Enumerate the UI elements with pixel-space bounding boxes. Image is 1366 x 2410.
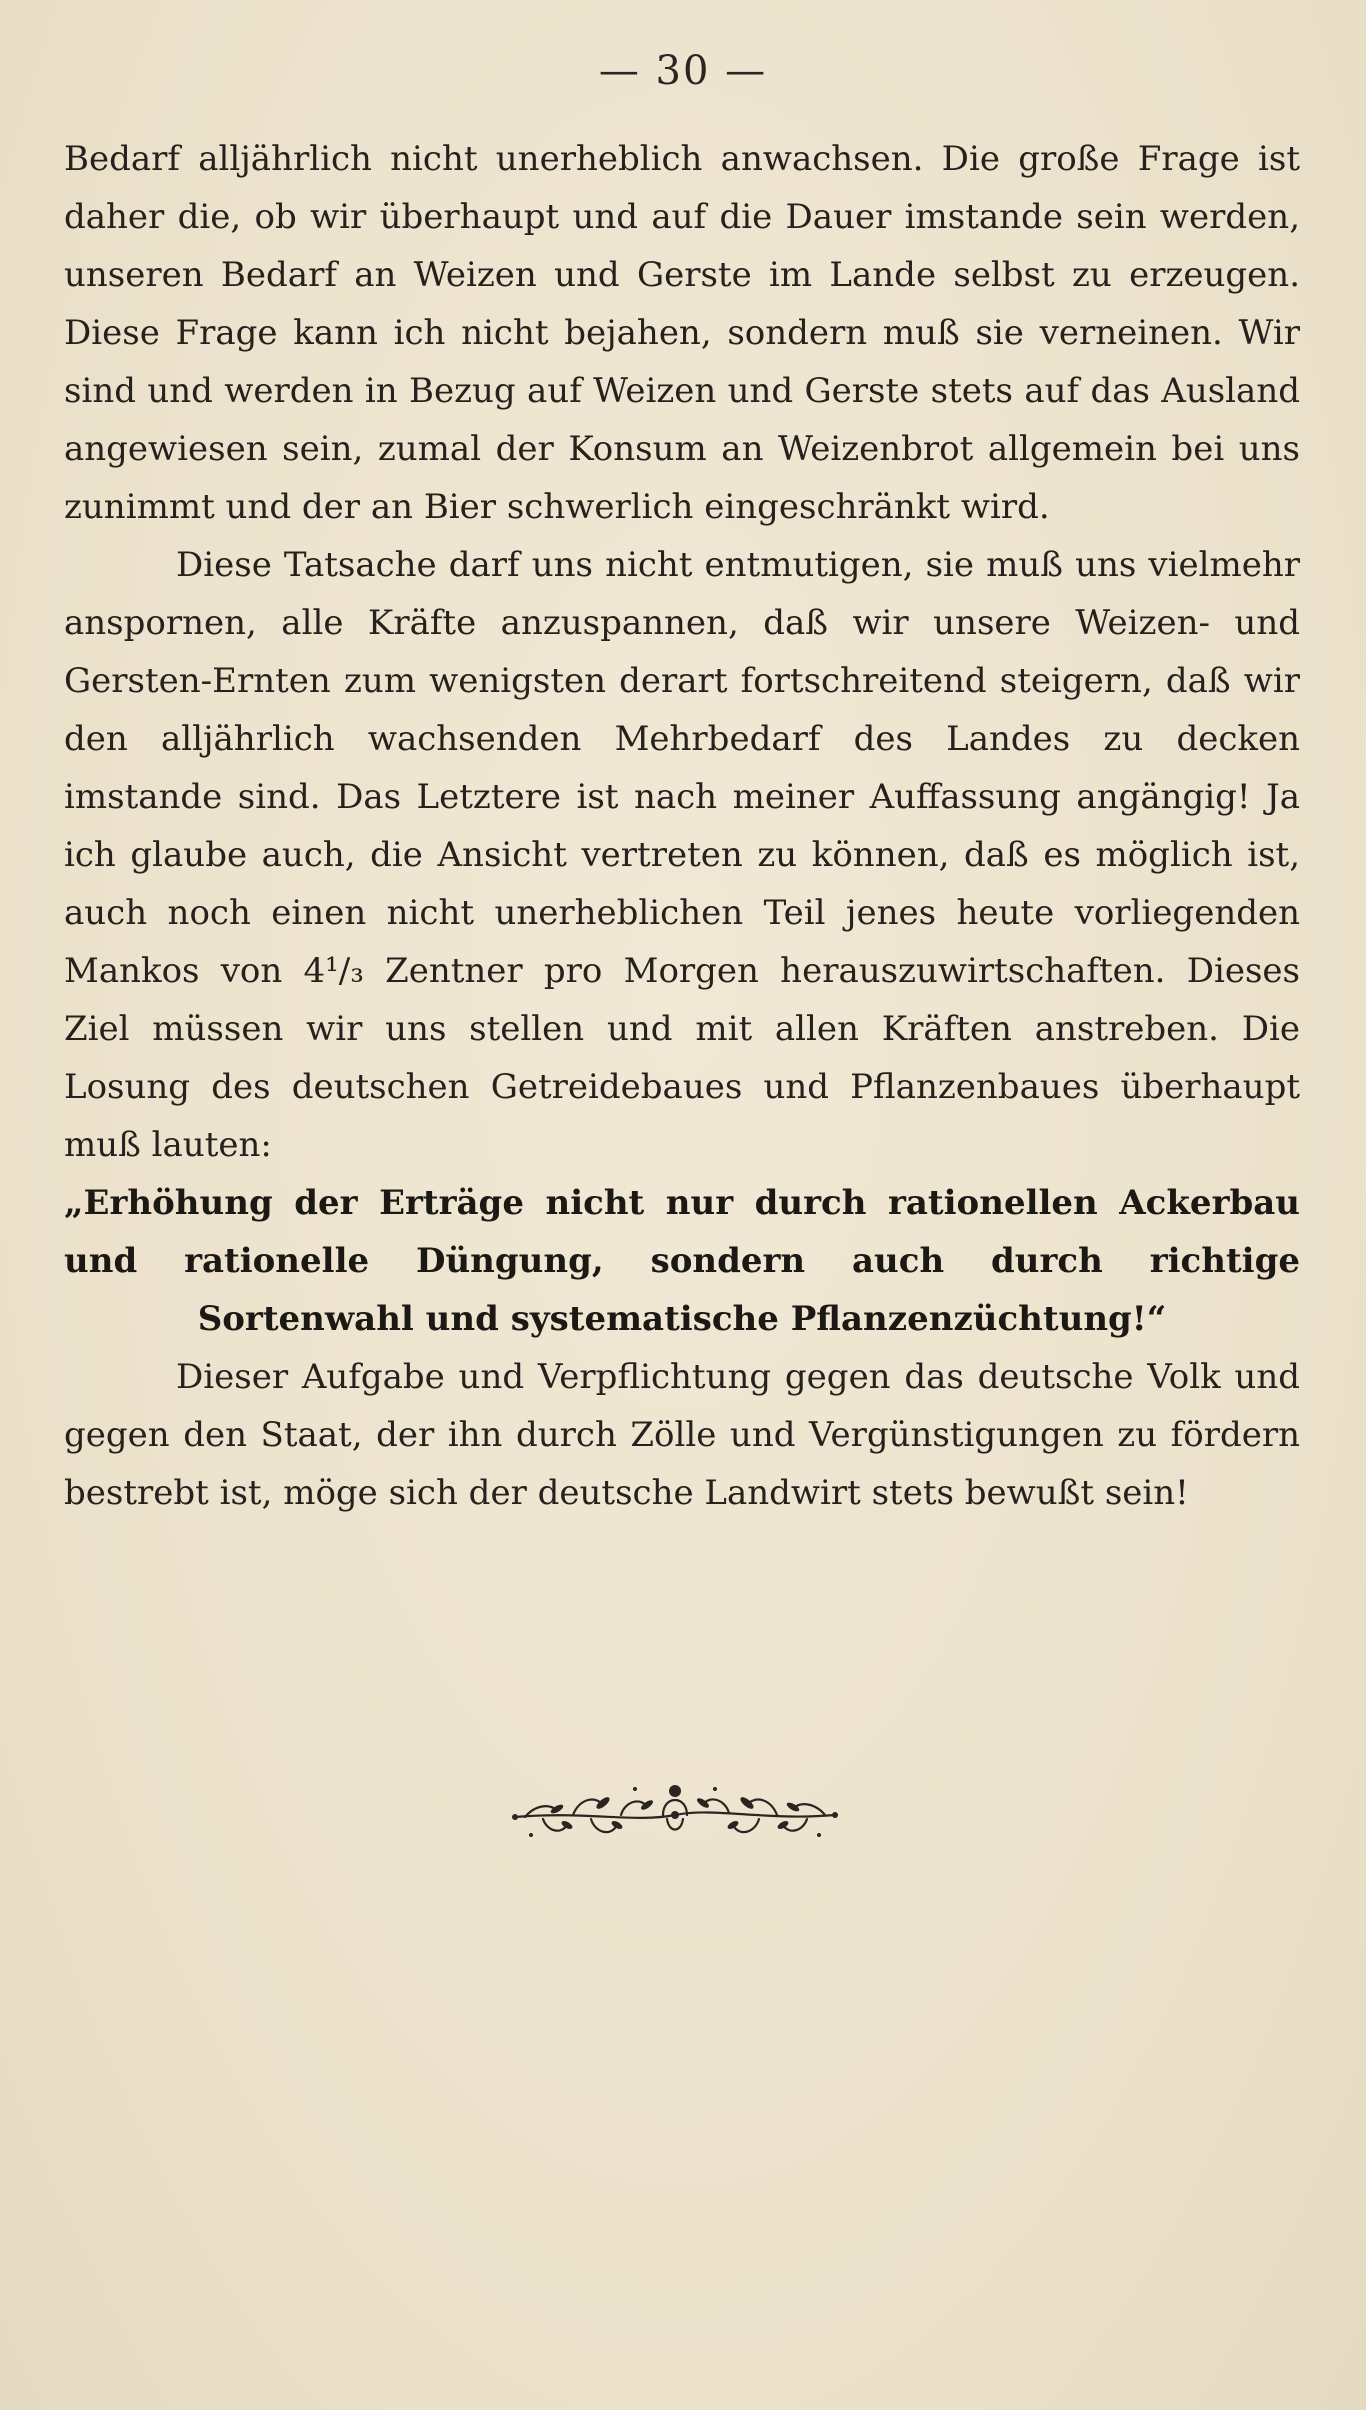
paragraph-closing: Dieser Aufgabe und Verpflichtung gegen das deutsche Volk und gegen den Staat, der ihn durch Zölle und Vergünstigungen zu fördern bestrebt ist, möge sich der deutsche Landwirt stets bewußt sein! [64,1357,1300,1513]
page-number: — 30 — [598,48,768,94]
floral-vignette-icon [495,1775,855,1855]
body-text [64,130,1300,1522]
motto-slogan: „Erhöhung der Erträge nicht nur durch rationellen Ackerbau und rationelle Düngung, sondern auch durch richtige Sortenwahl und systematische Pflanzenzüchtung!“ [64,1183,1300,1339]
paragraph-bedarf: Bedarf alljährlich nicht unerheblich anwachsen. Die große Frage ist daher die, ob wir überhaupt und auf die Dauer imstande sein werden, unseren Bedarf an Weizen und Gerste im Lande selbst zu erzeugen. Diese Frage kann ich nicht bejahen, sondern muß sie verneinen. Wir sind und werden in Bezug auf Weizen und Gerste stets auf das Ausland angewiesen sein, zumal der Konsum an Weizenbrot allgemein bei uns zunimmt und der an Bier schwerlich eingeschränkt wird. [64,139,1300,527]
paragraph-tatsache: Diese Tatsache darf uns nicht entmutigen, sie muß uns vielmehr anspornen, alle Kräfte anzuspannen, daß wir unsere Weizen- und Gersten-Ernten zum wenigsten derart fortschreitend steigern, daß wir den alljährlich wachsenden Mehrbedarf des Landes zu decken imstande sind. Das Letztere ist nach meiner Auffassung angängig! Ja ich glaube auch, die Ansicht vertreten zu können, daß es möglich ist, auch noch einen nicht unerheblichen Teil jenes heute vorliegenden Mankos von 4¹/₃ Zentner pro Morgen herauszuwirtschaften. Dieses Ziel müssen wir uns stellen und mit allen Kräften anstreben. Die Losung des deutschen Getreidebaues und Pflanzenbaues überhaupt muß lauten: [64,545,1300,1165]
